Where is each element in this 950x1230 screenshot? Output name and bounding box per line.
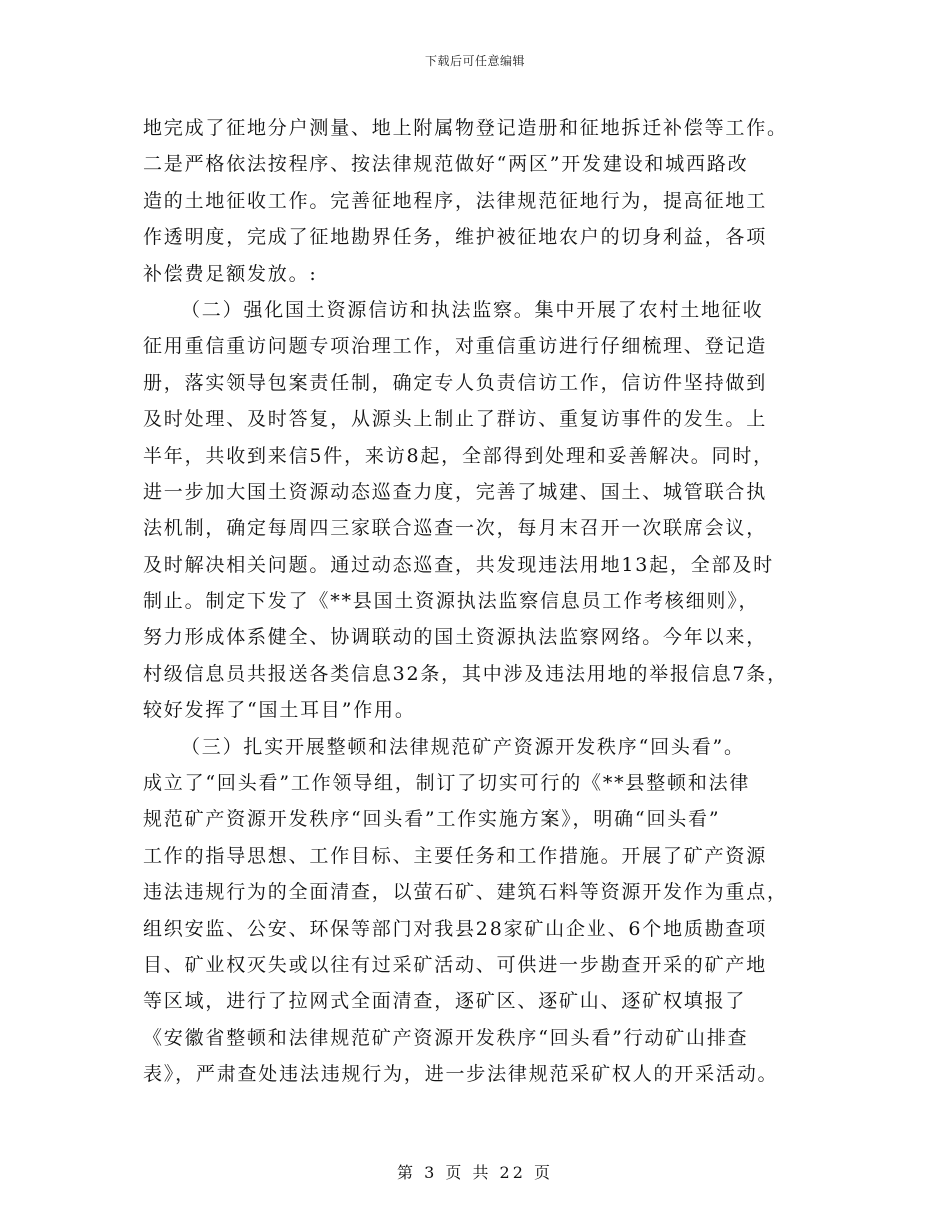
- text-line: 《安徽省整顿和法律规范矿产资源开发秩序“回头看”行动矿山排查: [143, 1026, 749, 1049]
- text-line: 进一步加大国土资源动态巡查力度，完善了城建、国土、城管联合执: [143, 480, 768, 503]
- text-line: 补偿费足额发放。:: [143, 262, 318, 285]
- text-line: 规范矿产资源开发秩序“回头看”工作实施方案》，明确“回头看”: [143, 808, 721, 831]
- text-line: 目、矿业权灭失或以往有过采矿活动、可供进一步勘查开采的矿产地: [143, 953, 768, 976]
- text-line: 地完成了征地分户测量、地上附属物登记造册和征地拆迁补偿等工作。: [143, 117, 788, 139]
- page-footer: 第 3 页 共 22 页: [397, 1163, 553, 1182]
- text-line: 半年，共收到来信5件，来访8起，全部得到处理和妥善解决。同时，: [143, 444, 774, 467]
- text-line: 等区域，进行了拉网式全面清查，逐矿区、逐矿山、逐矿权填报了: [143, 990, 747, 1013]
- text-line: 作透明度，完成了征地勘界任务，维护被征地农户的切身利益，各项: [143, 226, 768, 249]
- text-line: 征用重信重访问题专项治理工作，对重信重访进行仔细梳理、登记造: [143, 335, 768, 358]
- text-line: 成立了“回头看”工作领导组，制订了切实可行的《**县整顿和法律: [143, 772, 751, 795]
- text-line: 及时处理、及时答复，从源头上制止了群访、重复访事件的发生。上: [143, 408, 768, 431]
- text-line: 二是严格依法按程序、按法律规范做好“两区”开发建设和城西路改: [143, 153, 749, 176]
- text-line: 制止。制定下发了《**县国土资源执法监察信息员工作考核细则》，: [143, 590, 760, 613]
- document-body: [143, 110, 823, 1093]
- text-line: （二）强化国土资源信访和执法监察。集中开展了农村土地征收: [181, 298, 764, 321]
- text-line: 及时解决相关问题。通过动态巡查，共发现违法用地13起，全部及时: [143, 553, 774, 576]
- text-line: 工作的指导思想、工作目标、主要任务和工作措施。开展了矿产资源: [143, 844, 768, 867]
- text-line: 违法违规行为的全面清查，以萤石矿、建筑石料等资源开发作为重点，: [143, 881, 788, 904]
- text-line: 法机制，确定每周四三家联合巡查一次，每月末召开一次联席会议，: [143, 517, 768, 540]
- text-line: （三）扎实开展整顿和法律规范矿产资源开发秩序“回头看”。: [181, 735, 745, 758]
- text-line: 组织安监、公安、环保等部门对我县28家矿山企业、6个地质勘查项: [143, 917, 768, 940]
- text-line: 较好发挥了“国土耳目”作用。: [143, 699, 416, 722]
- text-line: 表》，严肃查处违法违规行为，进一步法律规范采矿权人的开采活动。: [143, 1063, 779, 1086]
- page-header: 下载后可任意编辑: [424, 54, 525, 68]
- text-line: 村级信息员共报送各类信息32条，其中涉及违法用地的举报信息7条，: [143, 662, 788, 685]
- text-line: 努力形成体系健全、协调联动的国土资源执法监察网络。今年以来，: [143, 626, 768, 649]
- text-line: 册，落实领导包案责任制，确定专人负责信访工作，信访件坚持做到: [143, 371, 768, 394]
- text-line: 造的土地征收工作。完善征地程序，法律规范征地行为，提高征地工: [143, 189, 768, 212]
